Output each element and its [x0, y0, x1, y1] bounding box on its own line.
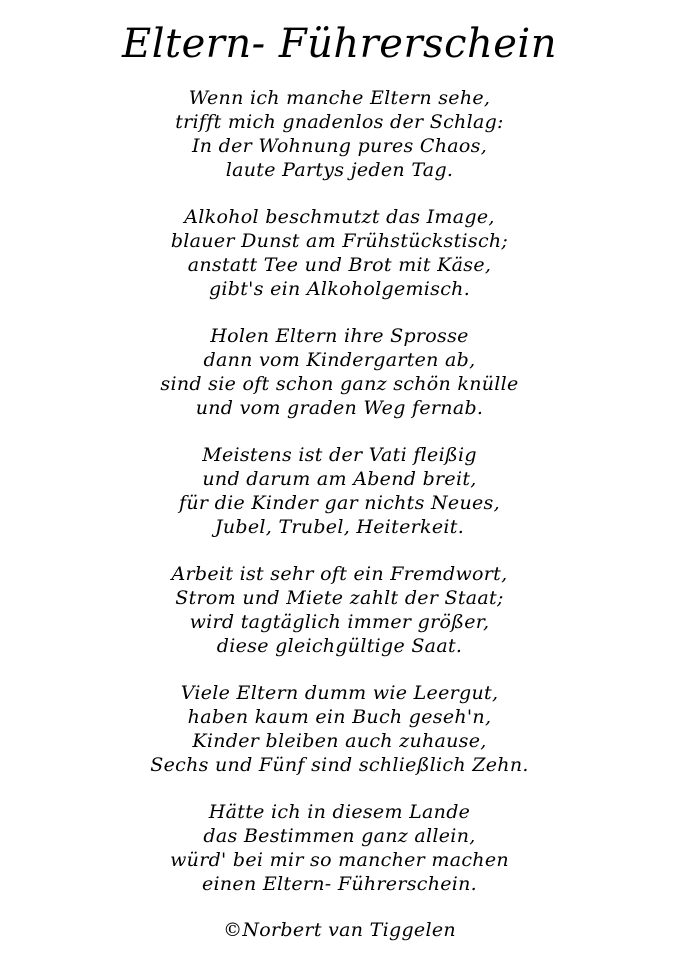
- poem-line: und darum am Abend breit,: [202, 468, 477, 490]
- poem-line: Hätte ich in diesem Lande: [208, 801, 471, 823]
- poem-line: gibt's ein Alkoholgemisch.: [208, 278, 471, 300]
- poem-line: wird tagtäglich immer größer,: [189, 611, 490, 633]
- stanza-4: [0, 443, 679, 539]
- poem-line: laute Partys jeden Tag.: [225, 159, 454, 181]
- poem-line: blauer Dunst am Frühstückstisch;: [170, 230, 509, 252]
- stanza-2: [0, 205, 679, 301]
- poem-line: würd' bei mir so mancher machen: [170, 849, 509, 871]
- poem-line: dann vom Kindergarten ab,: [203, 349, 476, 371]
- stanza-6: [0, 681, 679, 777]
- poem-line: Alkohol beschmutzt das Image,: [184, 206, 495, 228]
- poem-line: anstatt Tee und Brot mit Käse,: [187, 254, 492, 276]
- poem-line: haben kaum ein Buch geseh'n,: [187, 706, 492, 728]
- poem-line: Viele Eltern dumm wie Leergut,: [180, 682, 499, 704]
- poem-title: Eltern- Führerschein: [122, 21, 557, 67]
- poem-line: Kinder bleiben auch zuhause,: [192, 730, 487, 752]
- poem-line: Wenn ich manche Eltern sehe,: [188, 87, 491, 109]
- poem-line: sind sie oft schon ganz schön knülle: [160, 373, 519, 395]
- poem-line: Arbeit ist sehr oft ein Fremdwort,: [171, 563, 508, 585]
- poem-body: [0, 86, 679, 919]
- stanza-5: [0, 562, 679, 658]
- poem-line: Sechs und Fünf sind schließlich Zehn.: [150, 754, 529, 776]
- author-credit: ©Norbert van Tiggelen: [223, 919, 456, 941]
- poem-line: Strom und Miete zahlt der Staat;: [175, 587, 504, 609]
- poem-line: diese gleichgültige Saat.: [216, 635, 463, 657]
- stanza-3: [0, 324, 679, 420]
- poem-line: Holen Eltern ihre Sprosse: [210, 325, 469, 347]
- poem-line: In der Wohnung pures Chaos,: [191, 135, 488, 157]
- poem-line: Jubel, Trubel, Heiterkeit.: [214, 516, 465, 538]
- poem-line: und vom graden Weg fernab.: [195, 397, 484, 419]
- stanza-7: [0, 800, 679, 896]
- poem-line: das Bestimmen ganz allein,: [203, 825, 476, 847]
- stanza-1: [0, 86, 679, 182]
- poem-line: trifft mich gnadenlos der Schlag:: [175, 111, 504, 133]
- poem-line: Meistens ist der Vati fleißig: [202, 444, 477, 466]
- poem-line: einen Eltern- Führerschein.: [201, 873, 478, 895]
- poem-line: für die Kinder gar nichts Neues,: [179, 492, 500, 514]
